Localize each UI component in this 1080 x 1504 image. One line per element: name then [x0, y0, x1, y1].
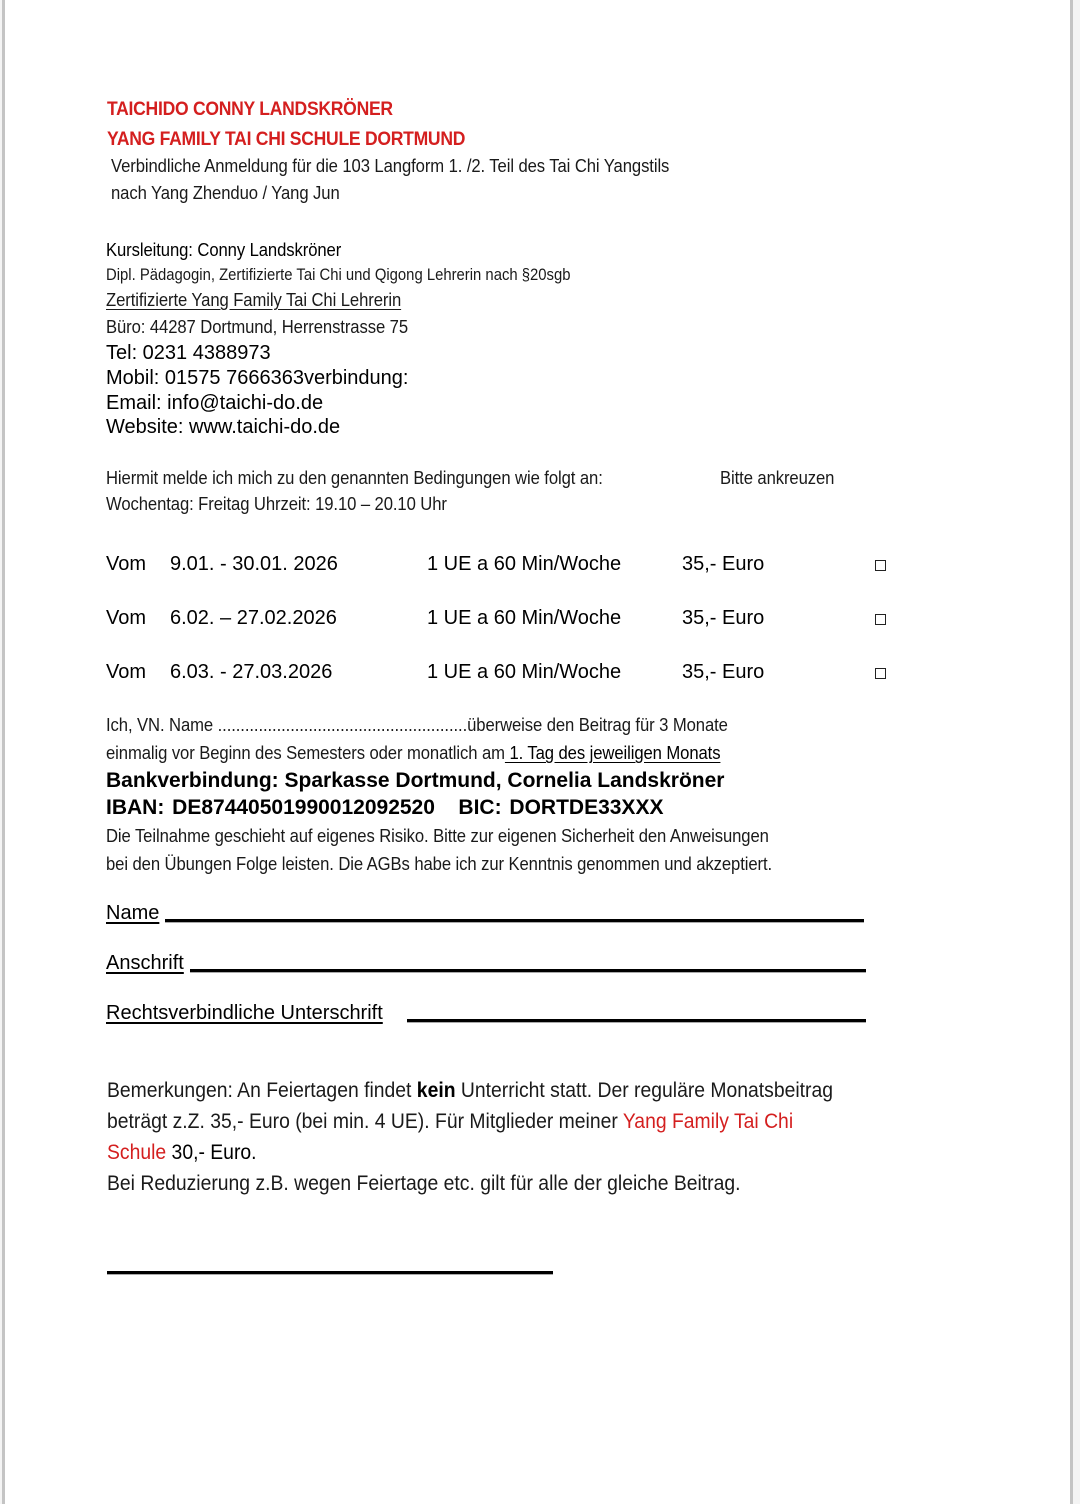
signature-label: Rechtsverbindliche Unterschrift [106, 1002, 383, 1024]
course-units: 1 UE a 60 Min/Woche [427, 607, 622, 629]
name-field[interactable] [165, 919, 864, 923]
course-checkbox[interactable] [875, 560, 886, 571]
member-price: 30,- Euro. [166, 1140, 257, 1164]
instructor-certification: Zertifizierte Yang Family Tai Chi Lehrerin [106, 289, 402, 310]
course-dates: 9.01. - 30.01. 2026 [170, 553, 338, 575]
remarks-line-3 [107, 1140, 257, 1165]
instructor-heading: Kursleitung: Conny Landskröner [106, 239, 342, 260]
remarks-line-4: Bei Reduzierung z.B. wegen Feiertage etc. gilt für alle der gleiche Beitrag. [107, 1171, 741, 1195]
school-name-highlight: Yang Family Tai Chi [622, 1109, 794, 1133]
school-name-highlight: Schule [107, 1140, 167, 1164]
registration-description: Verbindliche Anmeldung für die 103 Langform 1. /2. Teil des Tai Chi Yangstils [111, 155, 670, 176]
check-hint: Bitte ankreuzen [720, 467, 835, 488]
remarks-line-1 [107, 1078, 833, 1103]
email-address: Email: info@taichi-do.de [106, 392, 324, 414]
office-address: Büro: 44287 Dortmund, Herrenstrasse 75 [106, 316, 408, 337]
document-page [2, 0, 1073, 1504]
course-prefix: Vom [106, 553, 147, 575]
course-price: 35,- Euro [682, 607, 765, 629]
disclaimer-line-2: bei den Übungen Folge leisten. Die AGBs habe ich zur Kenntnis genommen und akzeptiert. [106, 853, 773, 874]
website: Website: www.taichi-do.de [106, 416, 341, 438]
course-dates: 6.02. – 27.02.2026 [170, 607, 337, 629]
address-label: Anschrift [106, 952, 184, 974]
course-price: 35,- Euro [682, 553, 765, 575]
course-prefix: Vom [106, 661, 147, 683]
phone-number: Tel: 0231 4388973 [106, 342, 271, 364]
address-field[interactable] [190, 969, 866, 973]
iban-bic: IBAN: DE87440501990012092520 BIC: DORTDE33XXX [106, 796, 664, 819]
bottom-signature-line[interactable] [107, 1271, 553, 1275]
course-checkbox[interactable] [875, 614, 886, 625]
remarks-line-2 [107, 1109, 793, 1134]
course-units: 1 UE a 60 Min/Woche [427, 661, 622, 683]
course-prefix: Vom [106, 607, 147, 629]
payment-schedule-text: einmalig vor Beginn des Semesters oder monatlich am [106, 742, 505, 763]
registration-intro: Hiermit melde ich mich zu den genannten Bedingungen wie folgt an: [106, 467, 603, 488]
school-title: TAICHIDO CONNY LANDSKRÖNER [107, 98, 393, 120]
payment-day: 1. Tag des jeweiligen Monats [504, 742, 721, 763]
registration-description-2: nach Yang Zhenduo / Yang Jun [111, 182, 340, 203]
mobile-number: Mobil: 01575 7666363verbindung: [106, 367, 409, 389]
name-label: Name [106, 902, 160, 924]
course-units: 1 UE a 60 Min/Woche [427, 553, 622, 575]
remarks-emphasis: kein [416, 1078, 456, 1102]
bank-details: Bankverbindung: Sparkasse Dortmund, Cornelia Landskröner [106, 769, 725, 792]
course-price: 35,- Euro [682, 661, 765, 683]
payment-statement: Ich, VN. Name .......................................................überweise den Beitrag für 3 Monate [106, 714, 728, 735]
course-dates: 6.03. - 27.03.2026 [170, 661, 333, 683]
remarks-text: Unterricht statt. Der reguläre Monatsbeitrag [455, 1078, 834, 1102]
signature-field[interactable] [407, 1019, 866, 1023]
remarks-text: Bemerkungen: An Feiertagen findet [107, 1078, 417, 1102]
instructor-qualification: Dipl. Pädagogin, Zertifizierte Tai Chi und Qigong Lehrerin nach §20sgb [106, 266, 571, 284]
remarks-text: beträgt z.Z. 35,- Euro (bei min. 4 UE). Für Mitglieder meiner [107, 1109, 623, 1133]
course-checkbox[interactable] [875, 668, 886, 679]
schedule: Wochentag: Freitag Uhrzeit: 19.10 – 20.10 Uhr [106, 493, 447, 514]
school-subtitle: YANG FAMILY TAI CHI SCHULE DORTMUND [107, 128, 466, 150]
disclaimer-line-1: Die Teilnahme geschieht auf eigenes Risiko. Bitte zur eigenen Sicherheit den Anweisungen [106, 825, 769, 846]
payment-schedule [106, 742, 720, 764]
